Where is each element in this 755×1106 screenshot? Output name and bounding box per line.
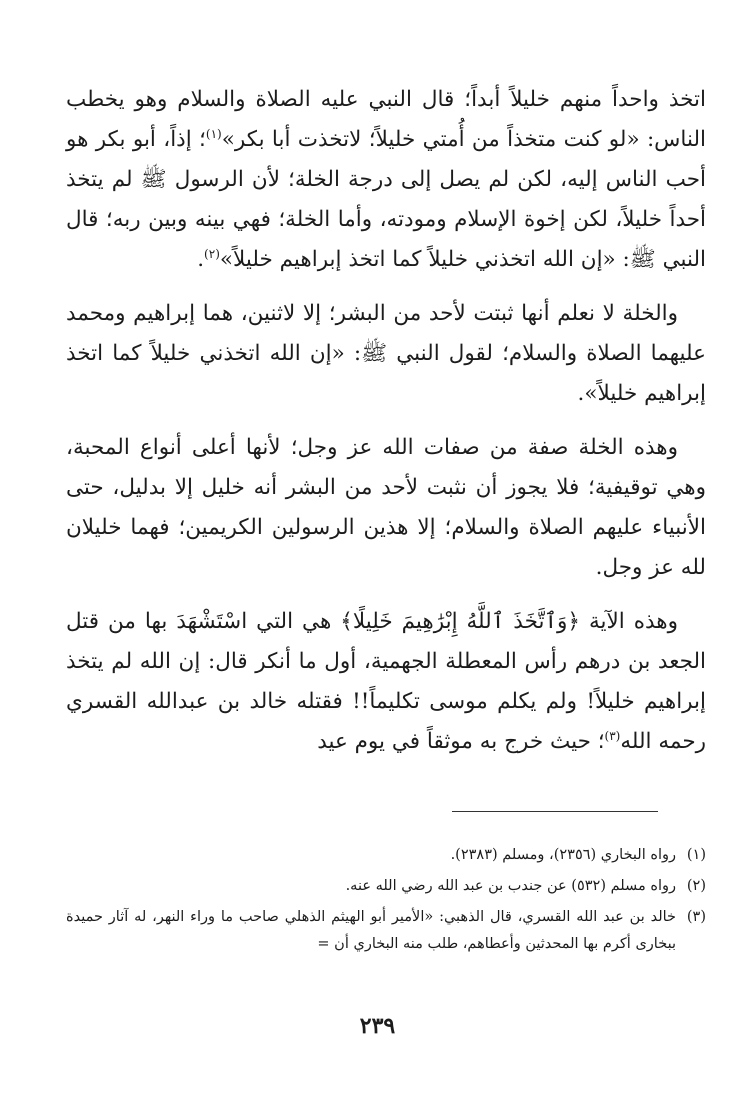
footnote-number: (١) bbox=[686, 847, 706, 863]
main-text bbox=[66, 80, 706, 776]
footnote-text: خالد بن عبد الله القسري، قال الذهبي: «الأمير أبو الهيثم الذهلي صاحب ما وراء النهر، له آثار حميدة ببخارى أكرم بها المحدثين وأعطاهم، طلب منه البخاري أن = bbox=[66, 909, 676, 952]
paragraph-1 bbox=[66, 80, 706, 280]
paragraph-2: والخلة لا نعلم أنها ثبتت لأحد من البشر؛ إلا لاثنين، هما إبراهيم ومحمد عليهما الصلاة والسلام؛ لقول النبي ﷺ: «إن الله اتخذني خليلاً كما اتخذ إبراهيم خليلاً». bbox=[66, 301, 706, 406]
paragraph-1-text-c: . bbox=[197, 247, 205, 272]
footnote-text: رواه مسلم (٥٣٢) عن جندب بن عبد الله رضي الله عنه. bbox=[345, 878, 676, 894]
footnote-ref-2: (٢) bbox=[204, 246, 220, 261]
footnotes bbox=[66, 842, 706, 962]
footnote-text: رواه البخاري (٢٣٥٦)، ومسلم (٢٣٨٣). bbox=[450, 847, 676, 863]
paragraph-4-text-a: وهذه الآية ﴿وَٱتَّخَذَ ٱللَّهُ إِبْرَٰهِيمَ خَلِيلًا﴾ هي التي اسْتَشْهَدَ بها من قتل الجعد بن درهم رأس المعطلة الجهمية، أول ما أنكر قال: إن الله لم يتخذ إبراهيم خليلاً! ولم يكلم موسى تكليماً!! فقتله خالد بن عبدالله القسري رحمه الله bbox=[66, 609, 706, 754]
footnote-1 bbox=[66, 842, 706, 869]
footnote-ref-1: (١) bbox=[205, 126, 222, 141]
footnote-ref-3: (٣) bbox=[604, 728, 621, 743]
paragraph-1-text-b: ؛ إذاً، أبو بكر هو أحب الناس إليه، لكن لم يصل إلى درجة الخلة؛ لأن الرسول ﷺ لم يتخذ أحداً خليلاً، لكن إخوة الإسلام ومودته، وأما الخلة؛ فهي بينه وبين ربه؛ قال النبي ﷺ: «إن الله اتخذني خليلاً كما اتخذ إبراهيم خليلاً» bbox=[66, 127, 706, 272]
paragraph-4-text-b: ؛ حيث خرج به موثقاً في يوم عيد bbox=[317, 729, 605, 754]
paragraph-3: وهذه الخلة صفة من صفات الله عز وجل؛ لأنها أعلى أنواع المحبة، وهي توقيفية؛ فلا يجوز أن نثبت لأحد من البشر أنه خليل إلا بدليل، حتى الأنبياء عليهم الصلاة والسلام؛ إلا هذين الرسولين الكريمين؛ فهما خليلان لله عز وجل. bbox=[66, 435, 706, 580]
footnote-3 bbox=[66, 904, 706, 958]
page-number: ٢٣٩ bbox=[359, 1013, 396, 1039]
footnote-separator bbox=[452, 811, 658, 812]
footnote-number: (٢) bbox=[686, 878, 706, 894]
paragraph-1-text-a: اتخذ واحداً منهم خليلاً أبداً؛ قال النبي عليه الصلاة والسلام وهو يخطب الناس: «لو كنت متخذاً من أُمتي خليلاً؛ لاتخذت أبا بكر» bbox=[66, 87, 706, 152]
footnote-2 bbox=[66, 873, 706, 900]
footnote-number: (٣) bbox=[686, 909, 706, 925]
paragraph-4 bbox=[66, 602, 706, 762]
